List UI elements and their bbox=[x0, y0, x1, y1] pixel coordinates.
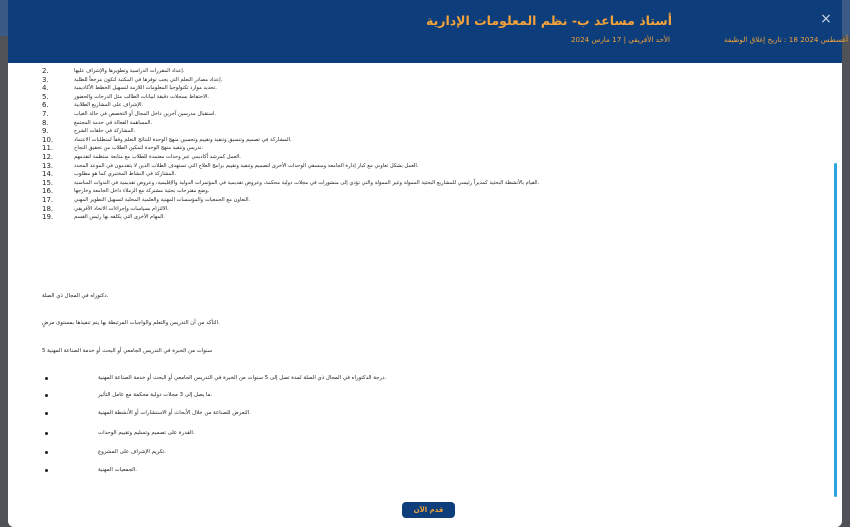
duty-text: .تحديد موارد تكنولوجيا المعلومات اللازمة لتسهيل الخطط الأكاديمية bbox=[74, 85, 217, 92]
duty-number: 14. bbox=[42, 170, 54, 179]
duty-number: 3. bbox=[42, 75, 49, 84]
bullet-icon bbox=[45, 469, 48, 472]
duty-item bbox=[32, 111, 792, 119]
requirement-text: .تكريم الإشراف على المشروع bbox=[98, 449, 166, 455]
duty-text: .المساهمة الفعالة في خدمة المجتمع bbox=[74, 119, 153, 126]
apply-now-button[interactable]: قدم الآن bbox=[402, 502, 455, 518]
requirement-text: .ما يصل إلى 3 مجلات دولية محكمة مع عامل التأثير bbox=[98, 392, 213, 398]
duty-item bbox=[32, 206, 792, 214]
requirement-text: .القدرة على تصميم وتسليم وتقييم الوحدات bbox=[98, 430, 195, 436]
duty-number: 11. bbox=[42, 144, 54, 153]
duty-number: 12. bbox=[42, 153, 54, 161]
qualification-text: .التأكد من أن التدريس والتعلم والواجبات المرتبطة بها يتم تنفيذها بمستوى مرضٍ bbox=[42, 320, 220, 326]
duty-number: 18. bbox=[42, 204, 54, 213]
modal-header bbox=[8, 0, 849, 63]
requirement-text: .الجمعيات المهنية bbox=[98, 467, 137, 473]
job-description-scroll-area[interactable] bbox=[8, 63, 842, 493]
duty-item bbox=[32, 68, 792, 76]
duty-item bbox=[32, 128, 792, 136]
duty-text: .التعاون مع الجمعيات والمؤسسات المهنية والعلمية المحلية لتسهيل التطوير المهني bbox=[74, 197, 251, 203]
bullet-icon bbox=[45, 432, 48, 435]
duty-number: 7. bbox=[42, 110, 49, 118]
duty-number: 17. bbox=[42, 196, 54, 204]
duty-text: .العمل كمرشد أكاديمي عبر وحدات معتمدة للطلاب مع متابعة منتظمة لتقدمهم bbox=[74, 154, 241, 160]
closing-date: أغسطس 2024 18 : تاريخ إغلاق الوظيفة bbox=[724, 35, 849, 44]
duty-number: 15. bbox=[42, 178, 54, 187]
scrollbar-thumb[interactable] bbox=[834, 163, 837, 497]
job-title: أستاذ مساعد ب- نظم المعلومات الإدارية bbox=[426, 13, 672, 28]
duty-text: .وضع مقترحات بحثية مشتركة مع الزملاء داخل الجامعة وخارجها bbox=[74, 188, 210, 195]
duty-item bbox=[32, 197, 792, 205]
duty-number: 4. bbox=[42, 84, 49, 93]
duty-text: .إعداد المقررات الدراسية وتطويرها والإشراف عليها bbox=[74, 68, 185, 74]
duty-number: 19. bbox=[42, 213, 54, 222]
qualification-text: سنوات من الخبرة في التدريس الجامعي أو البحث أو خدمة الصناعة المهنية 5 bbox=[42, 348, 213, 354]
duty-item bbox=[32, 188, 792, 196]
duty-item bbox=[32, 137, 792, 145]
duty-item bbox=[32, 214, 792, 222]
duty-text: .إعداد مصادر التعلم التي يجب توفرها في المكتبة لتكون مرجعاً للطلبة bbox=[74, 76, 223, 83]
duty-item bbox=[32, 120, 792, 128]
requirement-text: .التعرض للصناعة من خلال الأبحاث أو الاستشارات أو الأنشطة المهنية bbox=[98, 410, 251, 416]
bullet-icon bbox=[45, 412, 48, 415]
duty-number: 2. bbox=[42, 67, 49, 75]
bullet-icon bbox=[45, 377, 48, 380]
close-icon[interactable]: × bbox=[820, 11, 832, 27]
duty-text: .الإشراف على المشاريع الطلابية bbox=[74, 102, 144, 109]
duty-text: .الالتزام بسياسات وإجراءات الاتحاد الأفريقي bbox=[74, 205, 169, 212]
duty-number: 5. bbox=[42, 92, 49, 101]
duty-text: .تدريس وتنفيذ منهج الوحدة لتمكين الطلاب من تحقيق النجاح bbox=[74, 145, 204, 152]
duty-text: .القيام بالأنشطة البحثية كمديراً رئيسي للمشاريع البحثية الممولة وغير الممولة والتي تؤدي إلى منشورات في مجلات دولية محكمة، وعروض تقديمية في المؤتمرات الدولية والإقليمية، وعروض تقديمية في الندوات المناسبة bbox=[74, 179, 540, 186]
duty-number: 6. bbox=[42, 101, 49, 110]
duty-text: .الاحتفاظ بسجلات دقيقة لبيانات الطالب مثل الدرجات والحضور bbox=[74, 93, 210, 100]
duty-item bbox=[32, 102, 792, 110]
duty-text: .المشاركة في النشاط المختبري كما هو مطلوب bbox=[74, 171, 177, 178]
duty-item bbox=[32, 94, 792, 102]
duty-text: .المشاركة في تصميم وتنسيق وتنفيذ وتقييم وتحسين منهج الوحدة للنتائج التعلم وفقاً لمتطلبات الاعتماد bbox=[74, 136, 292, 143]
duty-number: 9. bbox=[42, 127, 49, 136]
duty-item bbox=[32, 85, 792, 93]
bullet-icon bbox=[45, 394, 48, 397]
posted-date: الأحد الأفريقي | 17 مارس 2024 bbox=[570, 35, 670, 44]
duty-item bbox=[32, 171, 792, 179]
qualification-text: .دكتوراه في المجال ذي الصلة bbox=[42, 293, 109, 299]
duty-text: .المهام الأخرى التي يكلفه بها رئيس القسم bbox=[74, 214, 165, 221]
duty-text: .العمل بشكل تعاوني مع كبار إدارة الجامعة ومنسقي الوحدات الأخرى لتصميم وتنفيذ وتقييم برامج العلاج التي تستهدف الطلاب الذين لا يتقدمون في الموعد المحدد bbox=[74, 162, 419, 169]
job-details-modal bbox=[8, 0, 849, 527]
duty-text: .المشاركة في حلقات الشرح bbox=[74, 128, 136, 135]
requirement-text: .درجة الدكتوراه في المجال ذي الصلة لمدة تصل إلى 5 سنوات من الخبرة في التدريس الجامعي أو البحث أو خدمة الصناعة المهنية bbox=[98, 375, 387, 381]
duty-text: .استقبال مدرسين آخرين داخل المجال أو التخصص في حالة الغياب bbox=[74, 111, 217, 117]
duty-item bbox=[32, 154, 792, 162]
duty-item bbox=[32, 145, 792, 153]
duty-number: 8. bbox=[42, 118, 49, 127]
duty-item bbox=[32, 77, 792, 85]
duty-number: 10. bbox=[42, 135, 54, 144]
bullet-icon bbox=[45, 451, 48, 454]
duty-item bbox=[32, 180, 792, 188]
duty-number: 13. bbox=[42, 161, 54, 170]
duty-item bbox=[32, 163, 792, 171]
duty-number: 16. bbox=[42, 187, 54, 196]
